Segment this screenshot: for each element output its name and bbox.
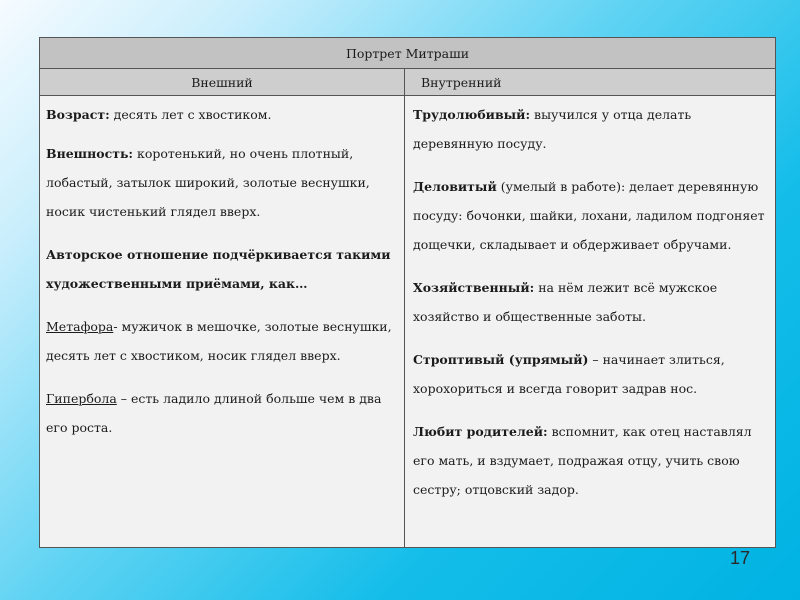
age-text: десять лет с хвостиком. xyxy=(109,107,272,122)
hardworking-label: Трудолюбивый: xyxy=(413,107,531,122)
hyperbole-paragraph xyxy=(46,384,398,442)
author-attitude: Авторское отношение подчёркивается такими художественными приёмами, как… xyxy=(46,247,391,291)
hardworking-paragraph xyxy=(413,100,769,158)
thrifty-text: на нём лежит всё мужское хозяйство и общественные заботы. xyxy=(413,280,718,324)
loves-parents-text: вспомнит, как отец наставлял его мать, и вздумает, подражая отцу, учить свою сестру; отцовский задор. xyxy=(413,424,752,497)
hardworking-text: выучился у отца делать деревянную посуду. xyxy=(413,107,692,151)
table-title: Портрет Митраши xyxy=(40,38,776,69)
page-number: 17 xyxy=(729,548,750,568)
appearance-label: Внешность: xyxy=(46,146,134,161)
businesslike-text: (умелый в работе): делает деревянную посуду: бочонки, шайки, лохани, ладилом подгоняет дощечки, складывает и обдерживает обручами. xyxy=(413,179,765,252)
age-label: Возраст: xyxy=(46,107,110,122)
metaphor-paragraph xyxy=(46,312,398,370)
header-external: Внешний xyxy=(40,69,405,96)
stubborn-label: Строптивый (упрямый) xyxy=(413,352,589,367)
metaphor-label: Метафора xyxy=(46,319,114,334)
table-title-row xyxy=(40,38,776,69)
table-body-row xyxy=(40,96,776,548)
appearance-text: коротенький, но очень плотный, лобастый, затылок широкий, золотые веснушки, носик чистенький глядел вверх. xyxy=(46,146,370,219)
metaphor-text: - мужичок в мешочке, золотые веснушки, десять лет с хвостиком, носик глядел вверх. xyxy=(46,319,392,363)
portrait-table xyxy=(39,37,776,548)
header-internal: Внутренний xyxy=(405,69,776,96)
appearance-paragraph xyxy=(46,139,398,226)
businesslike-label: Деловитый xyxy=(413,179,497,194)
external-cell xyxy=(40,96,405,548)
loves-parents-paragraph xyxy=(413,417,769,504)
stubborn-paragraph xyxy=(413,345,769,403)
hyperbole-label: Гипербола xyxy=(46,391,117,406)
businesslike-paragraph xyxy=(413,172,769,259)
table-header-row xyxy=(40,69,776,96)
hyperbole-text: – есть ладило длиной больше чем в два его роста. xyxy=(46,391,382,435)
loves-parents-label: Любит родителей: xyxy=(413,424,548,439)
thrifty-label: Хозяйственный: xyxy=(413,280,535,295)
age-paragraph xyxy=(46,100,398,130)
thrifty-paragraph xyxy=(413,273,769,331)
internal-cell xyxy=(405,96,776,548)
stubborn-text: – начинает злиться, хорохориться и всегда говорит задрав нос. xyxy=(413,352,725,396)
